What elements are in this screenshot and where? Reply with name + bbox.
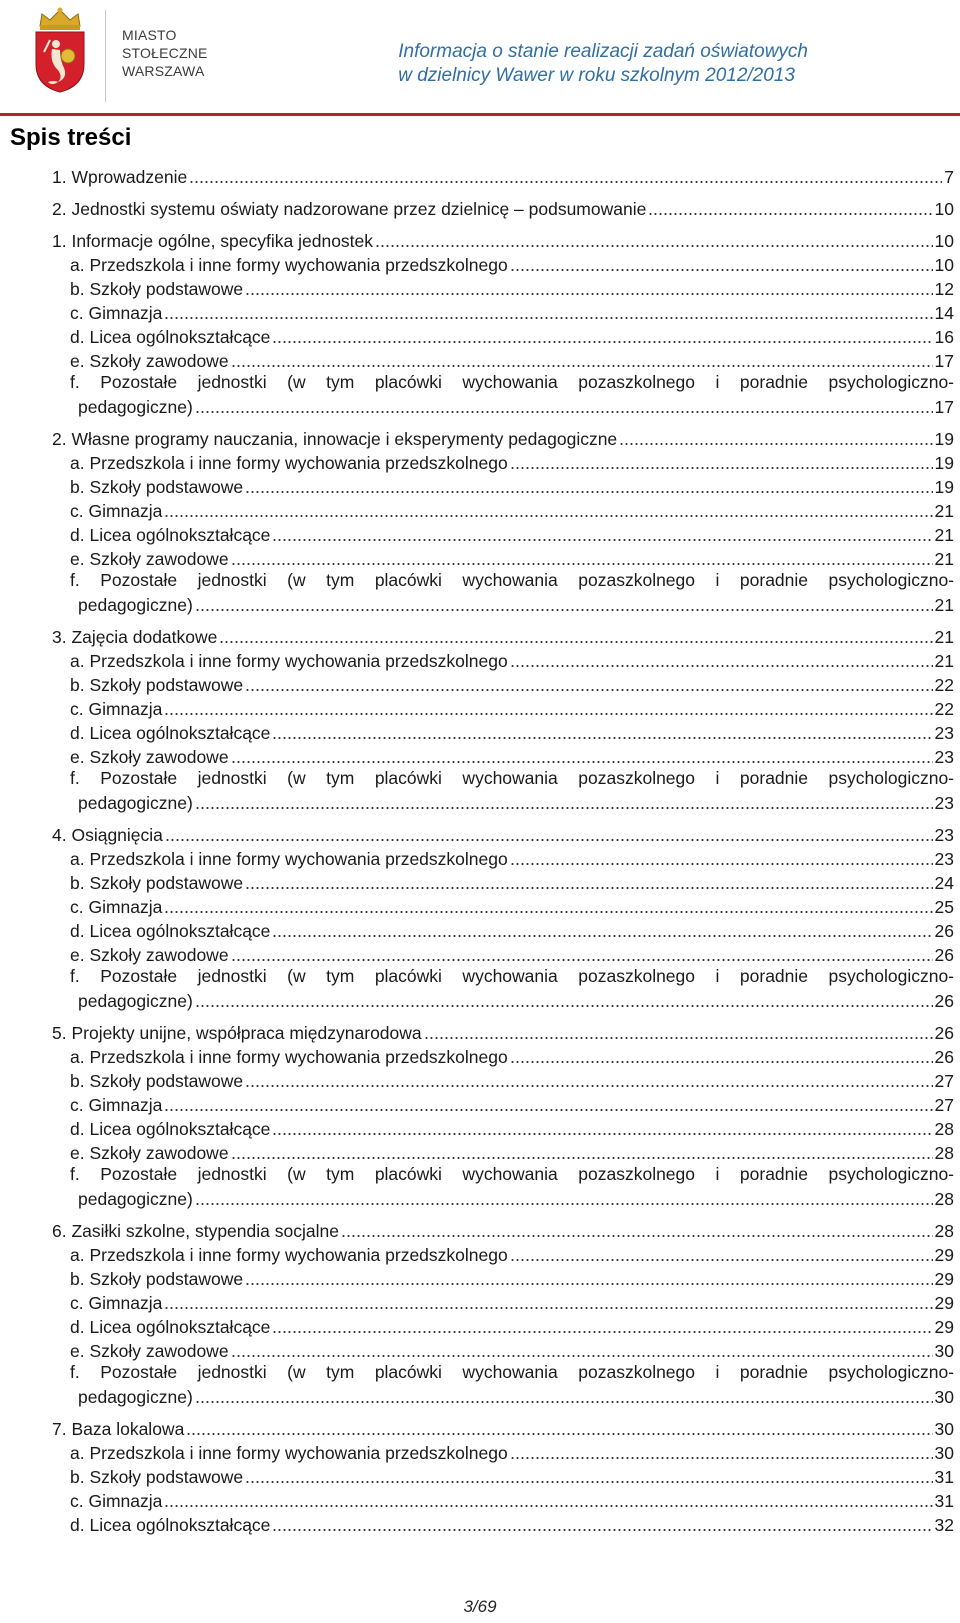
toc-page-number: 21 [934,595,954,615]
toc-entry-text: 3. Zajęcia dodatkowe [52,627,218,647]
toc-entry-text: a. Przedszkola i inne formy wychowania przedszkolnego [70,453,508,473]
toc-entry-text: c. Gimnazja [70,1491,163,1511]
dot-leader [648,204,932,216]
toc-entry-text-cont: pedagogiczne) [78,793,193,813]
toc-entry[interactable] [10,894,954,918]
toc-page-number: 22 [934,699,954,719]
toc-entry-text: a. Przedszkola i inne formy wychowania przedszkolnego [70,255,508,275]
toc-entry[interactable] [10,372,954,418]
toc-page-number: 29 [934,1245,954,1265]
toc-entry-text: 1. Wprowadzenie [52,167,188,187]
toc-page-number: 21 [934,627,954,647]
toc-page-number: 27 [934,1071,954,1091]
toc-entry[interactable] [10,1116,954,1140]
toc-section-entry[interactable] [10,1020,954,1044]
toc-page-number: 32 [934,1515,954,1535]
toc-page-number: 30 [934,1341,954,1361]
toc-entry[interactable] [10,846,954,870]
toc-section-entry[interactable] [10,624,954,648]
toc-entry[interactable] [10,1242,954,1266]
dot-leader [510,1052,933,1064]
toc-page-number: 23 [934,849,954,869]
dot-leader [272,1520,932,1532]
toc-page-number: 26 [934,945,954,965]
toc-entry[interactable] [10,300,954,324]
dot-leader [424,1028,933,1040]
dot-leader [510,458,933,470]
toc-entry[interactable] [10,942,954,966]
toc-entry-text: c. Gimnazja [70,1293,163,1313]
toc-page-number: 23 [934,825,954,845]
toc-entry-text: a. Przedszkola i inne formy wychowania przedszkolnego [70,1443,508,1463]
dot-leader [272,926,932,938]
toc-page-number: 19 [934,429,954,449]
toc-entry[interactable] [10,1440,954,1464]
toc-entry-text-cont: pedagogiczne) [78,1387,193,1407]
toc-entry-text: a. Przedszkola i inne formy wychowania przedszkolnego [70,651,508,671]
toc-entry-text-cont: pedagogiczne) [78,991,193,1011]
toc-page-number: 19 [934,453,954,473]
toc-page-number: 16 [934,327,954,347]
dot-leader [195,1392,933,1404]
toc-entry-text: 2. Własne programy nauczania, innowacje i eksperymenty pedagogiczne [52,429,618,449]
dot-leader [245,482,932,494]
toc-page-number: 19 [934,477,954,497]
toc-entry[interactable] [10,1512,954,1536]
toc-entry-text: b. Szkoły podstawowe [70,279,244,299]
dot-leader [272,530,932,542]
toc-page-number: 17 [934,351,954,371]
toc-entry-continuation [70,1187,954,1210]
toc-section-entry[interactable] [10,1416,954,1440]
toc-page-number: 29 [934,1293,954,1313]
document-title-line: Informacja o stanie realizacji zadań oświatowych [398,41,808,62]
dot-leader [510,1448,933,1460]
dot-leader [231,752,933,764]
dot-leader [619,434,932,446]
toc-entry[interactable] [10,522,954,546]
dot-leader [272,332,932,344]
header-rule [0,113,960,116]
toc-entry[interactable] [10,672,954,696]
toc-entry[interactable] [10,1314,954,1338]
dot-leader [164,1100,932,1112]
toc-entry-continuation [70,791,954,814]
toc-entry-continuation [70,1385,954,1408]
document-title-line: w dzielnicy Wawer w roku szkolnym 2012/2013 [398,65,795,86]
toc-entry[interactable] [10,1338,954,1362]
dot-leader [164,506,932,518]
toc-entry-text: c. Gimnazja [70,303,163,323]
toc-page-number: 28 [934,1221,954,1241]
toc-entry-text: f. Pozostałe jednostki (w tym placówki wychowania pozaszkolnego i poradnie psychologiczno- [70,570,954,590]
toc-page-number: 12 [934,279,954,299]
toc-entry[interactable] [10,768,954,814]
toc-entry-text-cont: pedagogiczne) [78,1189,193,1209]
toc-entry-text: b. Szkoły podstawowe [70,675,244,695]
toc-entry-continuation [70,395,954,418]
toc-page-number: 28 [934,1189,954,1209]
toc-page-number: 10 [934,255,954,275]
toc-entry-text: d. Licea ogólnokształcące [70,525,271,545]
toc-entry-text: a. Przedszkola i inne formy wychowania przedszkolnego [70,1047,508,1067]
toc-entry-text: f. Pozostałe jednostki (w tym placówki wychowania pozaszkolnego i poradnie psychologiczno- [70,768,954,788]
toc-entry-text: f. Pozostałe jednostki (w tym placówki wychowania pozaszkolnego i poradnie psychologiczno- [70,1362,954,1382]
toc-entry[interactable] [10,1044,954,1068]
toc-entry-text: b. Szkoły podstawowe [70,1071,244,1091]
dot-leader [186,1424,932,1436]
city-line: STOŁECZNE [122,45,208,61]
dot-leader [245,878,932,890]
toc-page-number: 28 [934,1119,954,1139]
dot-leader [245,1472,932,1484]
dot-leader [164,308,932,320]
toc-entry-text: e. Szkoły zawodowe [70,549,229,569]
toc-entry-text: a. Przedszkola i inne formy wychowania przedszkolnego [70,1245,508,1265]
toc-entry-text: a. Przedszkola i inne formy wychowania przedszkolnego [70,849,508,869]
table-of-contents [10,164,954,1536]
toc-page-number: 23 [934,793,954,813]
toc-page-number: 14 [934,303,954,323]
toc-page-number: 30 [934,1387,954,1407]
toc-entry[interactable] [10,1362,954,1408]
toc-entry[interactable] [10,870,954,894]
toc-entry[interactable] [10,498,954,522]
toc-entry[interactable] [10,1488,954,1512]
city-line: WARSZAWA [122,63,205,79]
toc-page-number: 10 [934,231,954,251]
toc-entry-text: e. Szkoły zawodowe [70,1341,229,1361]
toc-page-number: 29 [934,1269,954,1289]
dot-leader [231,1346,933,1358]
toc-entry-text: 7. Baza lokalowa [52,1419,185,1439]
page-number: 3/69 [463,1597,497,1616]
city-line: MIASTO [122,27,177,43]
toc-page-number: 21 [934,549,954,569]
toc-entry[interactable] [10,450,954,474]
toc-entry-text: c. Gimnazja [70,501,163,521]
toc-section-entry[interactable] [10,822,954,846]
toc-entry-text: b. Szkoły podstawowe [70,477,244,497]
toc-page-number: 26 [934,921,954,941]
toc-entry-text: 2. Jednostki systemu oświaty nadzorowane przez dzielnicę – podsumowanie [52,199,647,219]
toc-entry-text: d. Licea ogólnokształcące [70,1317,271,1337]
toc-entry-text: b. Szkoły podstawowe [70,1269,244,1289]
toc-entry-continuation [70,593,954,616]
dot-leader [245,1274,932,1286]
toc-page-number: 7 [944,167,954,187]
dot-leader [164,704,932,716]
toc-entry-text: 6. Zasiłki szkolne, stypendia socjalne [52,1221,339,1241]
toc-page-number: 31 [934,1467,954,1487]
toc-entry[interactable] [10,570,954,616]
toc-entry[interactable] [10,348,954,372]
toc-page-number: 21 [934,525,954,545]
dot-leader [510,656,933,668]
toc-entry-text: d. Licea ogólnokształcące [70,1119,271,1139]
page-header [0,0,960,120]
toc-entry[interactable] [10,966,954,1012]
dot-leader [195,798,933,810]
header-divider [105,10,106,102]
toc-page-number: 26 [934,1023,954,1043]
toc-page-number: 28 [934,1143,954,1163]
toc-entry-text: c. Gimnazja [70,1095,163,1115]
toc-entry[interactable] [10,1092,954,1116]
dot-leader [195,600,933,612]
dot-leader [164,902,932,914]
dot-leader [272,1124,932,1136]
toc-entry-text: e. Szkoły zawodowe [70,945,229,965]
dot-leader [272,728,932,740]
toc-page-number: 25 [934,897,954,917]
warsaw-coat-of-arms-icon [28,6,92,94]
dot-leader [195,996,933,1008]
toc-entry[interactable] [10,474,954,498]
toc-entry-text: b. Szkoły podstawowe [70,873,244,893]
toc-entry-continuation [70,989,954,1012]
toc-entry[interactable] [10,1068,954,1092]
toc-entry-text: d. Licea ogólnokształcące [70,921,271,941]
dot-leader [245,284,932,296]
dot-leader [510,260,933,272]
dot-leader [165,830,933,842]
toc-entry[interactable] [10,696,954,720]
dot-leader [375,236,933,248]
toc-entry[interactable] [10,252,954,276]
toc-heading: Spis treści [10,124,132,151]
toc-entry-text: 4. Osiągnięcia [52,825,163,845]
dot-leader [164,1298,932,1310]
toc-entry-text: e. Szkoły zawodowe [70,747,229,767]
toc-page-number: 29 [934,1317,954,1337]
toc-page-number: 23 [934,723,954,743]
toc-entry[interactable] [10,720,954,744]
toc-entry-text-cont: pedagogiczne) [78,595,193,615]
toc-entry-text: e. Szkoły zawodowe [70,1143,229,1163]
toc-entry[interactable] [10,546,954,570]
dot-leader [219,632,932,644]
toc-entry-text: 1. Informacje ogólne, specyfika jednostek [52,231,374,251]
dot-leader [231,554,933,566]
dot-leader [231,1148,933,1160]
toc-entry[interactable] [10,648,954,672]
toc-entry-text: d. Licea ogólnokształcące [70,327,271,347]
toc-section-entry[interactable] [10,164,954,188]
toc-page-number: 27 [934,1095,954,1115]
toc-entry-text: b. Szkoły podstawowe [70,1467,244,1487]
toc-section-entry[interactable] [10,426,954,450]
toc-entry[interactable] [10,918,954,942]
toc-entry[interactable] [10,1164,954,1210]
toc-entry-text: c. Gimnazja [70,897,163,917]
toc-entry[interactable] [10,324,954,348]
dot-leader [195,402,933,414]
dot-leader [245,680,932,692]
toc-entry[interactable] [10,1140,954,1164]
toc-page-number: 21 [934,501,954,521]
toc-entry-text: f. Pozostałe jednostki (w tym placówki wychowania pozaszkolnego i poradnie psychologiczno- [70,1164,954,1184]
document-title [398,40,808,88]
dot-leader [272,1322,932,1334]
toc-entry[interactable] [10,276,954,300]
toc-page-number: 31 [934,1491,954,1511]
toc-section-entry[interactable] [10,1218,954,1242]
toc-section-entry[interactable] [10,196,954,220]
toc-entry-text: e. Szkoły zawodowe [70,351,229,371]
dot-leader [164,1496,932,1508]
toc-page-number: 30 [934,1419,954,1439]
toc-page-number: 21 [934,651,954,671]
toc-entry-text: d. Licea ogólnokształcące [70,1515,271,1535]
dot-leader [341,1226,933,1238]
toc-entry-text-cont: pedagogiczne) [78,397,193,417]
dot-leader [189,172,942,184]
toc-entry[interactable] [10,1290,954,1314]
dot-leader [195,1194,933,1206]
toc-entry[interactable] [10,1266,954,1290]
dot-leader [245,1076,932,1088]
dot-leader [231,356,933,368]
toc-entry-text: d. Licea ogólnokształcące [70,723,271,743]
toc-page-number: 30 [934,1443,954,1463]
toc-entry-text: f. Pozostałe jednostki (w tym placówki wychowania pozaszkolnego i poradnie psychologiczno- [70,372,954,392]
toc-page-number: 10 [934,199,954,219]
toc-page-number: 17 [934,397,954,417]
toc-page-number: 26 [934,991,954,1011]
toc-page-number: 26 [934,1047,954,1067]
toc-entry-text: c. Gimnazja [70,699,163,719]
toc-page-number: 24 [934,873,954,893]
dot-leader [231,950,933,962]
toc-page-number: 23 [934,747,954,767]
dot-leader [510,854,933,866]
toc-section-entry[interactable] [10,228,954,252]
toc-entry[interactable] [10,1464,954,1488]
toc-page-number: 22 [934,675,954,695]
toc-entry[interactable] [10,744,954,768]
dot-leader [510,1250,933,1262]
city-logotype [122,26,208,80]
toc-entry-text: f. Pozostałe jednostki (w tym placówki wychowania pozaszkolnego i poradnie psychologiczno- [70,966,954,986]
toc-entry-text: 5. Projekty unijne, współpraca międzynarodowa [52,1023,422,1043]
